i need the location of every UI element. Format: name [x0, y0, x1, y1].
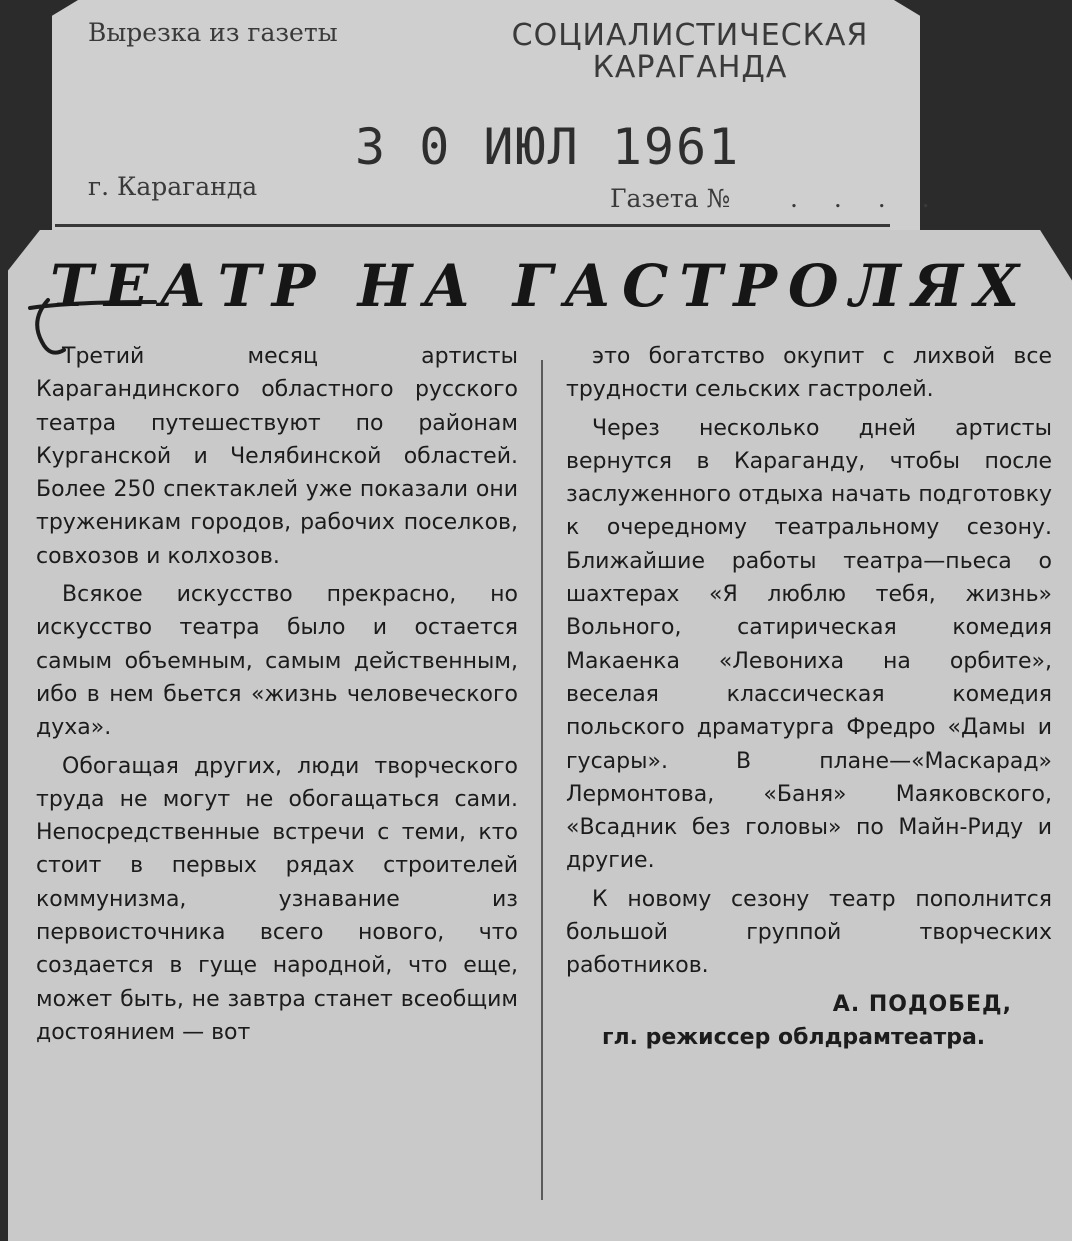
source-caption: Вырезка из газеты — [88, 18, 338, 47]
column-divider — [541, 360, 543, 1200]
left-paragraph: Обогащая других, люди творческого труда не могут не обогащаться сами. Непосредственные встречи с теми, кто стоит в первых рядах строителей коммунизма, узнавание из первоисточника всего нового, что создается в гуще народной, что еще, может быть, не завтра станет всеобщим достоянием — вот — [36, 753, 518, 1045]
author-role: гл. режиссер облдрамтеатра. — [602, 1024, 986, 1050]
article-headline: ТЕАТР НА ГАСТРОЛЯХ — [50, 252, 1030, 320]
right-paragraph: Через несколько дней артисты вернутся в Караганду, чтобы после заслуженного отдыха начать подготовку к очередному театральному сезону. Ближайшие работы театра—пьеса о шахтерах «Я люблю тебя, жизнь» Вольного, сатирическая комедия Макаенка «Левониха на орбите», веселая классическая комедия польского драматурга Фредро «Дамы и гусары». В плане—«Маскарад» Лермонтова, «Баня» Маяковского, «Всадник без головы» по Майн-Риду и другие. — [566, 415, 1052, 874]
article-left-column — [36, 340, 518, 1054]
newspaper-name: СОЦИАЛИСТИЧЕСКАЯ КАРАГАНДА — [511, 18, 869, 85]
date-stamp: 3 0 ИЮЛ 1961 — [355, 118, 741, 176]
article-right-column — [566, 340, 1052, 1054]
issue-dots: . . . . — [790, 184, 944, 213]
author-name: А. ПОДОБЕД, — [832, 991, 1012, 1017]
left-paragraph: Третий месяц артисты Карагандинского областного русского театра путешествуют по районам Курганской и Челябинской областей. Более 250 спектаклей уже показали они труженикам городов, рабочих поселков, совхозов и колхозов. — [36, 344, 518, 569]
label-divider — [55, 224, 890, 227]
right-paragraph: это богатство окупит с лихвой все трудности сельских гастролей. — [566, 344, 1052, 403]
right-paragraph: К новому сезону театр пополнится большой группой творческих работников. — [566, 886, 1052, 979]
issue-caption: Газета № — [610, 184, 731, 213]
left-paragraph: Всякое искусство прекрасно, но искусство театра было и остается самым объемным, самым действенным, ибо в нем бьется «жизнь человеческого духа». — [36, 582, 518, 741]
city-caption: г. Караганда — [88, 172, 258, 201]
